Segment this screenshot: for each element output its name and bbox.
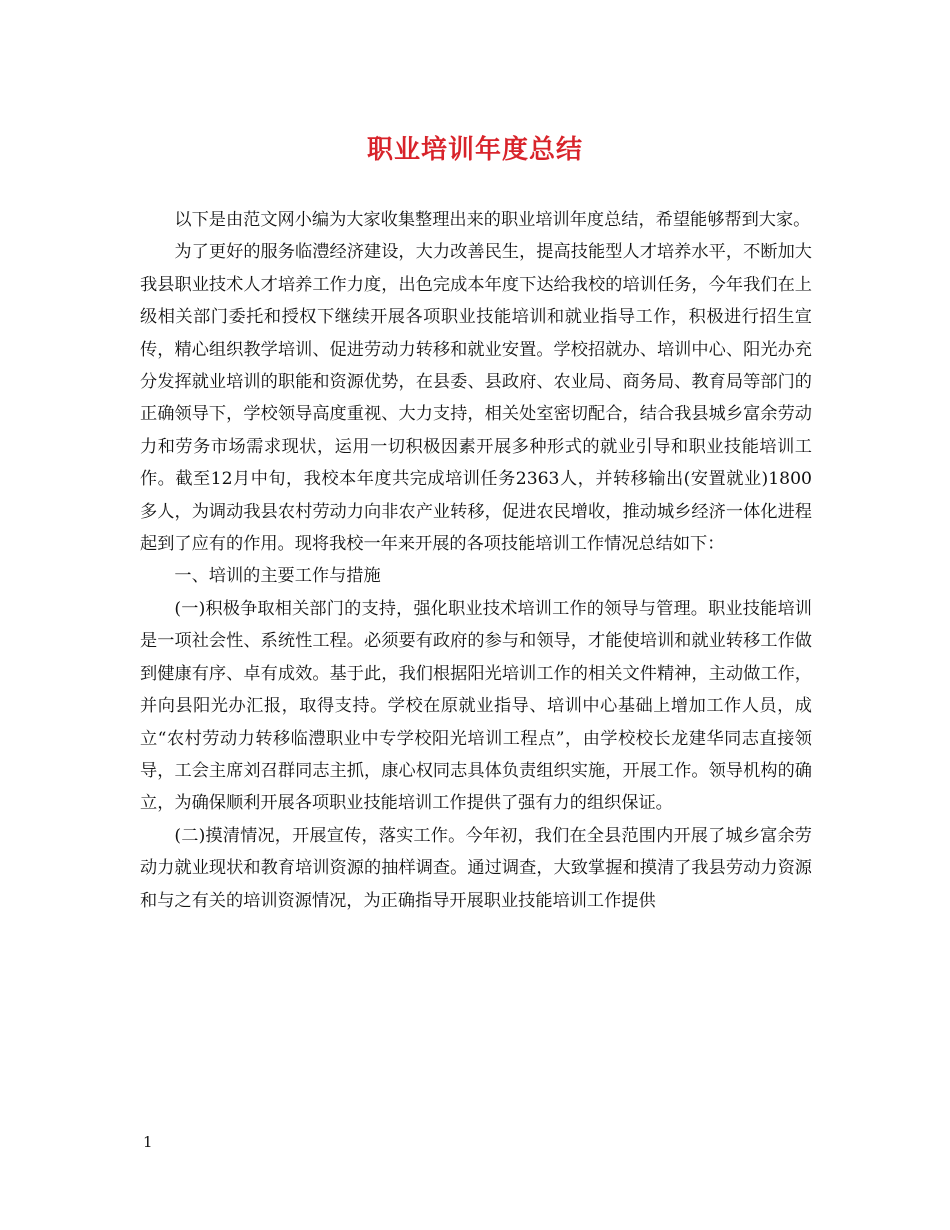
paragraph-measure-1: (一)积极争取相关部门的支持，强化职业技术培训工作的领导与管理。职业技能培训是一项社会性、系统性工程。必须要有政府的参与和领导，才能使培训和就业转移工作做到健康有序、卓有成效。基于此，我们根据阳光培训工作的相关文件精神，主动做工作，并向县阳光办汇报，取得支持。学校在原就业指导、培训中心基础上增加工作人员，成立“农村劳动力转移临澧职业中专学校阳光培训工程点”，由学校校长龙建华同志直接领导，工会主席刘召群同志主抓，康心权同志具体负责组织实施，开展工作。领导机构的确立，为确保顺利开展各项职业技能培训工作提供了强有力的组织保证。 <box>140 598 812 814</box>
document-body <box>140 204 812 917</box>
paragraph-measure-2: (二)摸清情况，开展宣传，落实工作。今年初，我们在全县范围内开展了城乡富余劳动力就业现状和教育培训资源的抽样调查。通过调查，大致掌握和摸清了我县劳动力资源和与之有关的培训资源情况，为正确指导开展职业技能培训工作提供 <box>140 825 812 911</box>
paragraph-overview: 为了更好的服务临澧经济建设，大力改善民生，提高技能型人才培养水平，不断加大我县职业技术人才培养工作力度，出色完成本年度下达给我校的培训任务，今年我们在上级相关部门委托和授权下继续开展各项职业技能培训和就业指导工作，积极进行招生宣传，精心组织教学培训、促进劳动力转移和就业安置。学校招就办、培训中心、阳光办充分发挥就业培训的职能和资源优势，在县委、县政府、农业局、商务局、教育局等部门的正确领导下，学校领导高度重视、大力支持，相关处室密切配合，结合我县城乡富余劳动力和劳务市场需求现状，运用一切积极因素开展多种形式的就业引导和职业技能培训工作。截至12月中旬，我校本年度共完成培训任务2363人，并转移输出(安置就业)1800多人，为调动我县农村劳动力向非农产业转移，促进农民增收，推动城乡经济一体化进程起到了应有的作用。现将我校一年来开展的各项技能培训工作情况总结如下： <box>140 242 812 555</box>
section-heading: 一、培训的主要工作与措施 <box>174 566 381 587</box>
page-number: 1 <box>143 1133 153 1151</box>
document-title: 职业培训年度总结 <box>366 135 583 165</box>
paragraph-intro: 以下是由范文网小编为大家收集整理出来的职业培训年度总结，希望能够帮到大家。 <box>174 210 811 230</box>
